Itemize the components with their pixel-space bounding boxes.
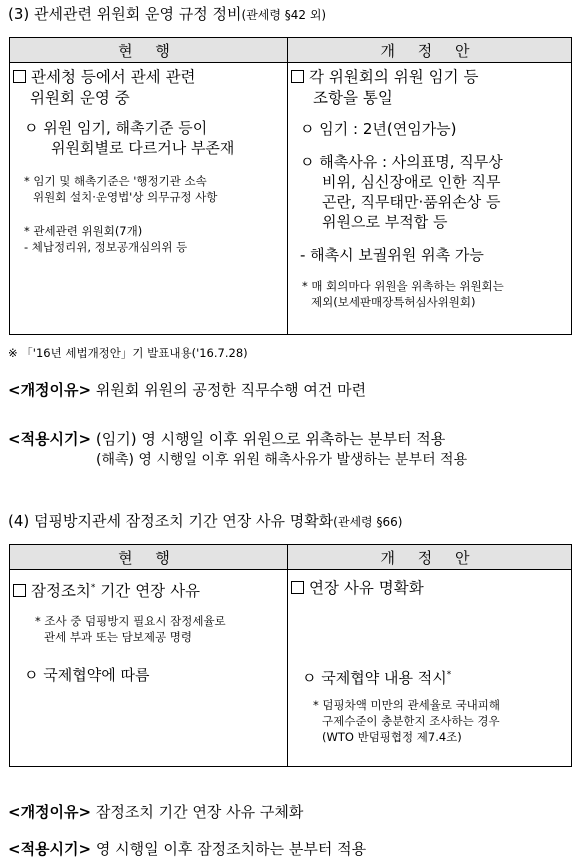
section3-head-revised: 개 정 안 bbox=[288, 38, 572, 63]
section4-cur-note: * 조사 중 덤핑방지 필요시 잠정세율로 관세 부과 또는 담보제공 명령 bbox=[35, 614, 226, 644]
section4-cur-main: 잠정조치* 기간 연장 사유 bbox=[13, 578, 200, 602]
checkbox-icon bbox=[291, 581, 304, 594]
section3-cur-main: 관세청 등에서 관세 관련 위원회 운영 중 bbox=[13, 67, 196, 109]
checkbox-icon bbox=[291, 70, 304, 83]
section3-title: (3) 관세관련 위원회 운영 규정 정비(관세령 §42 외) bbox=[8, 5, 327, 23]
section3-rev-dash: - 해촉시 보궐위원 위촉 가능 bbox=[300, 246, 484, 264]
section4-rev-circle: ㅇ 국제협약 내용 적시* bbox=[302, 669, 452, 687]
section3-rev-circle2: ㅇ 해촉사유 : 사의표명, 직무상 비위, 심신장애로 인한 직무 곤란, 직무태만·품위손상 등 위원으로 부적합 등 bbox=[300, 153, 503, 231]
section4-title: (4) 덤핑방지관세 잠정조치 기간 연장 사유 명확화(관세령 §66) bbox=[8, 512, 403, 530]
checkbox-icon bbox=[13, 70, 26, 83]
section3-cur-note2: * 관세관련 위원회(7개) - 체납정리위, 정보공개심의위 등 bbox=[24, 224, 188, 254]
section4-cur-circle: ㅇ 국제협약에 따름 bbox=[24, 666, 150, 684]
section3-head-current: 현 행 bbox=[10, 38, 288, 63]
section4-rev-note: * 덤핑차액 미만의 관세율로 국내피해 구제수준이 충분한지 조사하는 경우 (WTO 반덤핑협정 제7.4조) bbox=[313, 698, 501, 744]
section3-rev-main: 각 위원회의 위원 임기 등 조항을 통일 bbox=[291, 67, 478, 109]
section3-cur-circle: ㅇ 위원 임기, 해촉기준 등이 위원회별로 다르거나 부존재 bbox=[24, 119, 235, 157]
section4-head-current: 현 행 bbox=[10, 545, 288, 570]
reason1: <개정이유> 위원회 위원의 공정한 직무수행 여건 마련 bbox=[8, 381, 367, 399]
section3-rev-circle1: ㅇ 임기 : 2년(연임가능) bbox=[300, 120, 457, 138]
section4-head-revised: 개 정 안 bbox=[288, 545, 572, 570]
section3-rev-note: * 매 회의마다 위원을 위촉하는 위원회는 제외(보세판매장특허심사위원회) bbox=[302, 279, 504, 309]
section4-table bbox=[9, 544, 572, 767]
reason2: <개정이유> 잠정조치 기간 연장 사유 구체화 bbox=[8, 803, 304, 821]
section3-cur-note1: * 임기 및 해촉기준은 '행정기관 소속 위원회 설치·운영법'상 의무규정 사항 bbox=[24, 174, 218, 204]
section3-table bbox=[9, 37, 572, 335]
footnote: ※ 「'16년 세법개정안」기 발표내용('16.7.28) bbox=[8, 346, 248, 360]
checkbox-icon bbox=[13, 584, 26, 597]
apply1: <적용시기> (임기) 영 시행일 이후 위원으로 위촉하는 분부터 적용 (해촉) 영 시행일 이후 위원 해촉사유가 발생하는 분부터 적용 bbox=[8, 430, 468, 468]
section4-rev-main: 연장 사유 명확화 bbox=[291, 578, 424, 599]
apply2: <적용시기> 영 시행일 이후 잠정조치하는 분부터 적용 bbox=[8, 840, 367, 858]
